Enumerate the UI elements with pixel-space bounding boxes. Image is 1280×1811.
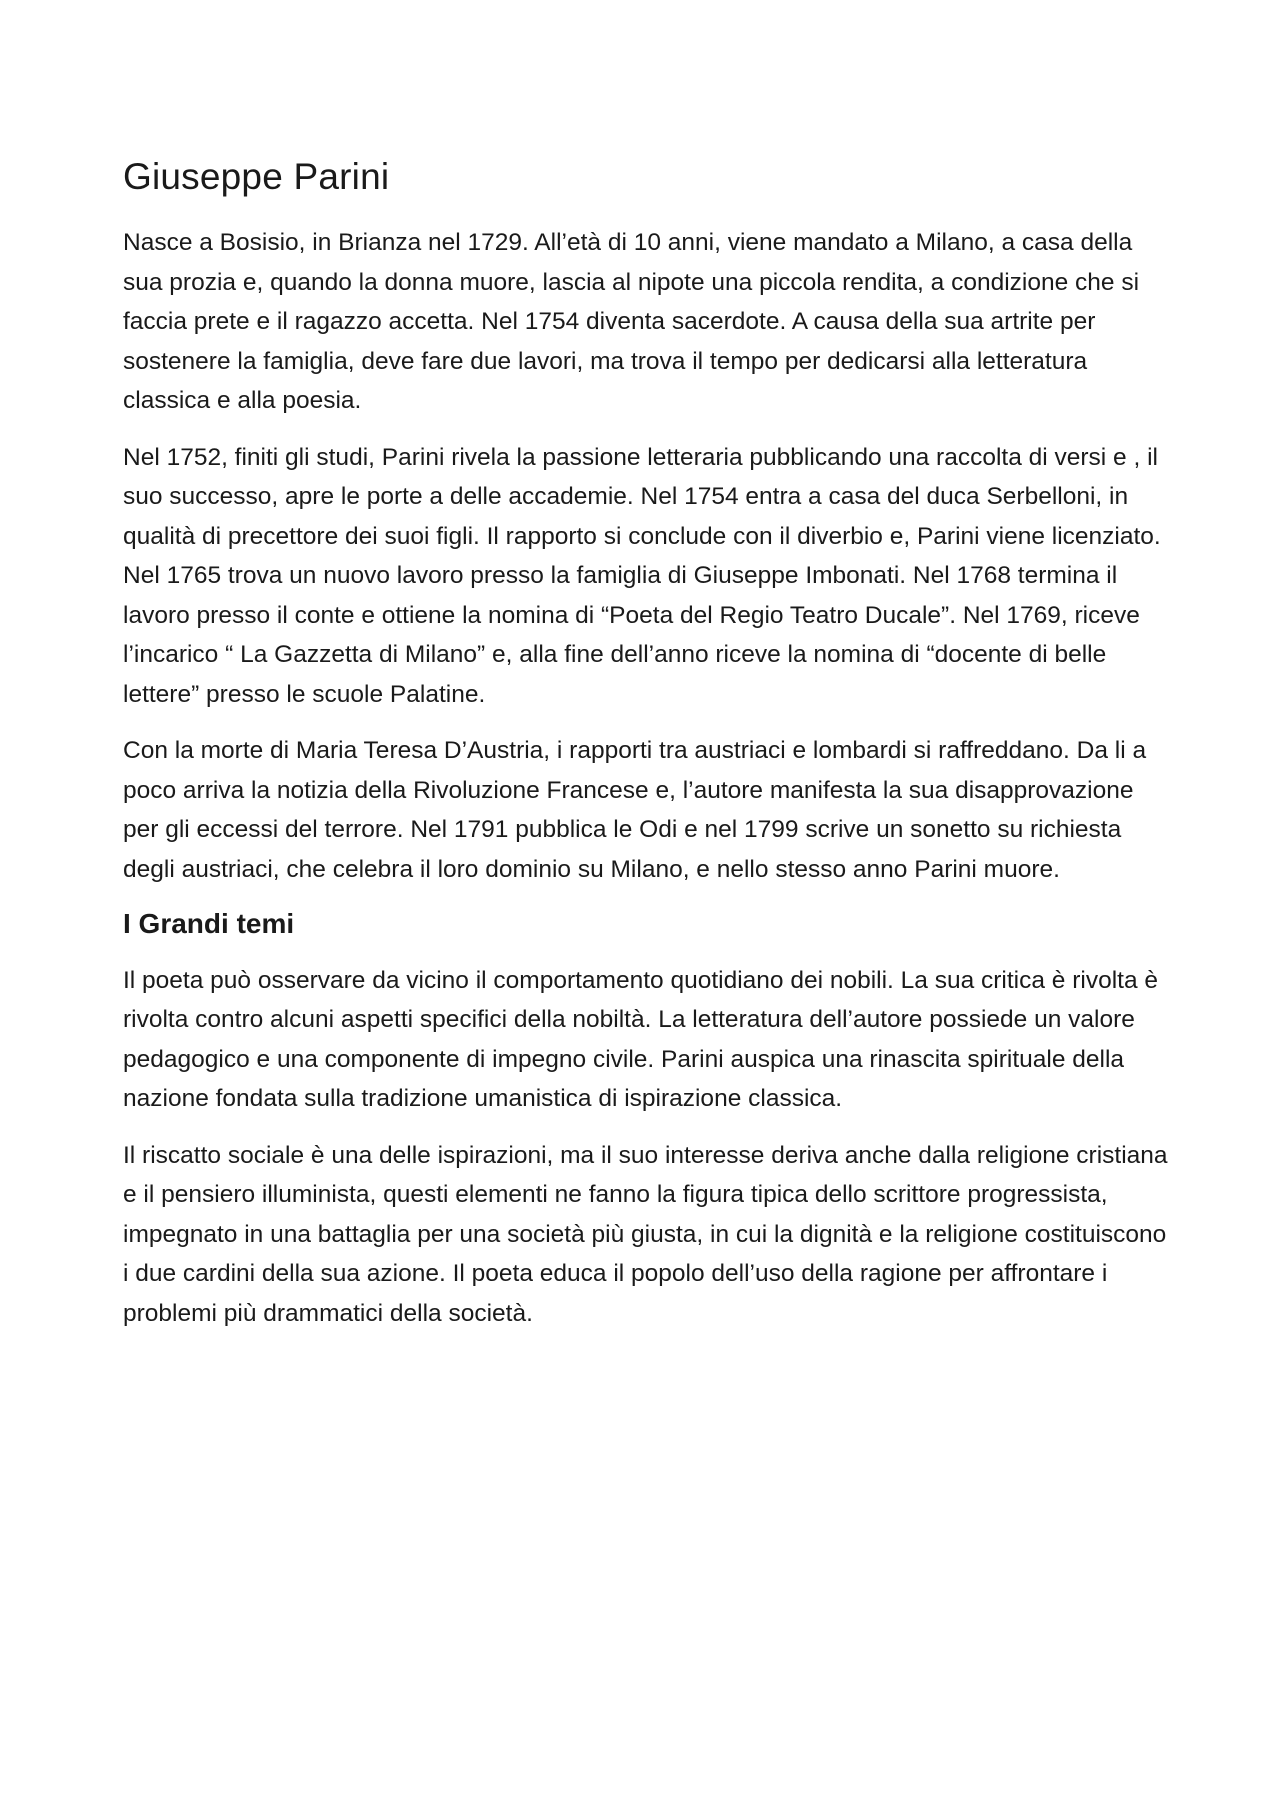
paragraph-biography-career: Nel 1752, finiti gli studi, Parini rivela la passione letteraria pubblicando una raccolta di versi e , il suo successo, apre le porte a delle accademie. Nel 1754 entra a casa del duca Serbelloni, in qualità di precettore dei suoi figli. Il rapporto si conclude con il diverbio e, Parini viene licenziato. Nel 1765 trova un nuovo lavoro presso la famiglia di Giuseppe Imbonati. Nel 1768 termina il lavoro presso il conte e ottiene la nomina di “Poeta del Regio Teatro Ducale”. Nel 1769, riceve l’incarico “ La Gazzetta di Milano” e, alla fine dell’anno riceve la nomina di “docente di belle lettere” presso le scuole Palatine.: [123, 443, 1161, 708]
paragraph-biography-early-life: Nasce a Bosisio, in Brianza nel 1729. All’età di 10 anni, viene mandato a Milano, a casa della sua prozia e, quando la donna muore, lascia al nipote una piccola rendita, a condizione che si faccia prete e il ragazzo accetta. Nel 1754 diventa sacerdote. A causa della sua artrite per sostenere la famiglia, deve fare due lavori, ma trova il tempo per dedicarsi alla letteratura classica e alla poesia.: [123, 229, 1140, 415]
document-title: Giuseppe Parini: [123, 156, 390, 197]
paragraph-biography-late-life: Con la morte di Maria Teresa D’Austria, i rapporti tra austriaci e lombardi si raffreddano. Da li a poco arriva la notizia della Rivoluzione Francese e, l’autore manifesta la sua disapprovazione per gli eccessi del terrore. Nel 1791 pubblica le Odi e nel 1799 scrive un sonetto su richiesta degli austriaci, che celebra il loro dominio su Milano, e nello stesso anno Parini muore.: [123, 737, 1147, 883]
paragraph-themes-social: Il riscatto sociale è una delle ispirazioni, ma il suo interesse deriva anche dalla religione cristiana e il pensiero illuminista, questi elementi ne fanno la figura tipica dello scrittore progressista, impegnato in una battaglia per una società più giusta, in cui la dignità e la religione costituiscono i due cardini della sua azione. Il poeta educa il popolo dell’uso della ragione per affrontare i problemi più drammatici della società.: [123, 1141, 1168, 1327]
paragraph-themes-critique: Il poeta può osservare da vicino il comportamento quotidiano dei nobili. La sua critica è rivolta è rivolta contro alcuni aspetti specifici della nobiltà. La letteratura dell’autore possiede un valore pedagogico e una componente di impegno civile. Parini auspica una rinascita spirituale della nazione fondata sulla tradizione umanistica di ispirazione classica.: [123, 966, 1159, 1113]
section-heading-grandi-temi: I Grandi temi: [123, 908, 295, 940]
document-page: [123, 155, 1173, 1350]
